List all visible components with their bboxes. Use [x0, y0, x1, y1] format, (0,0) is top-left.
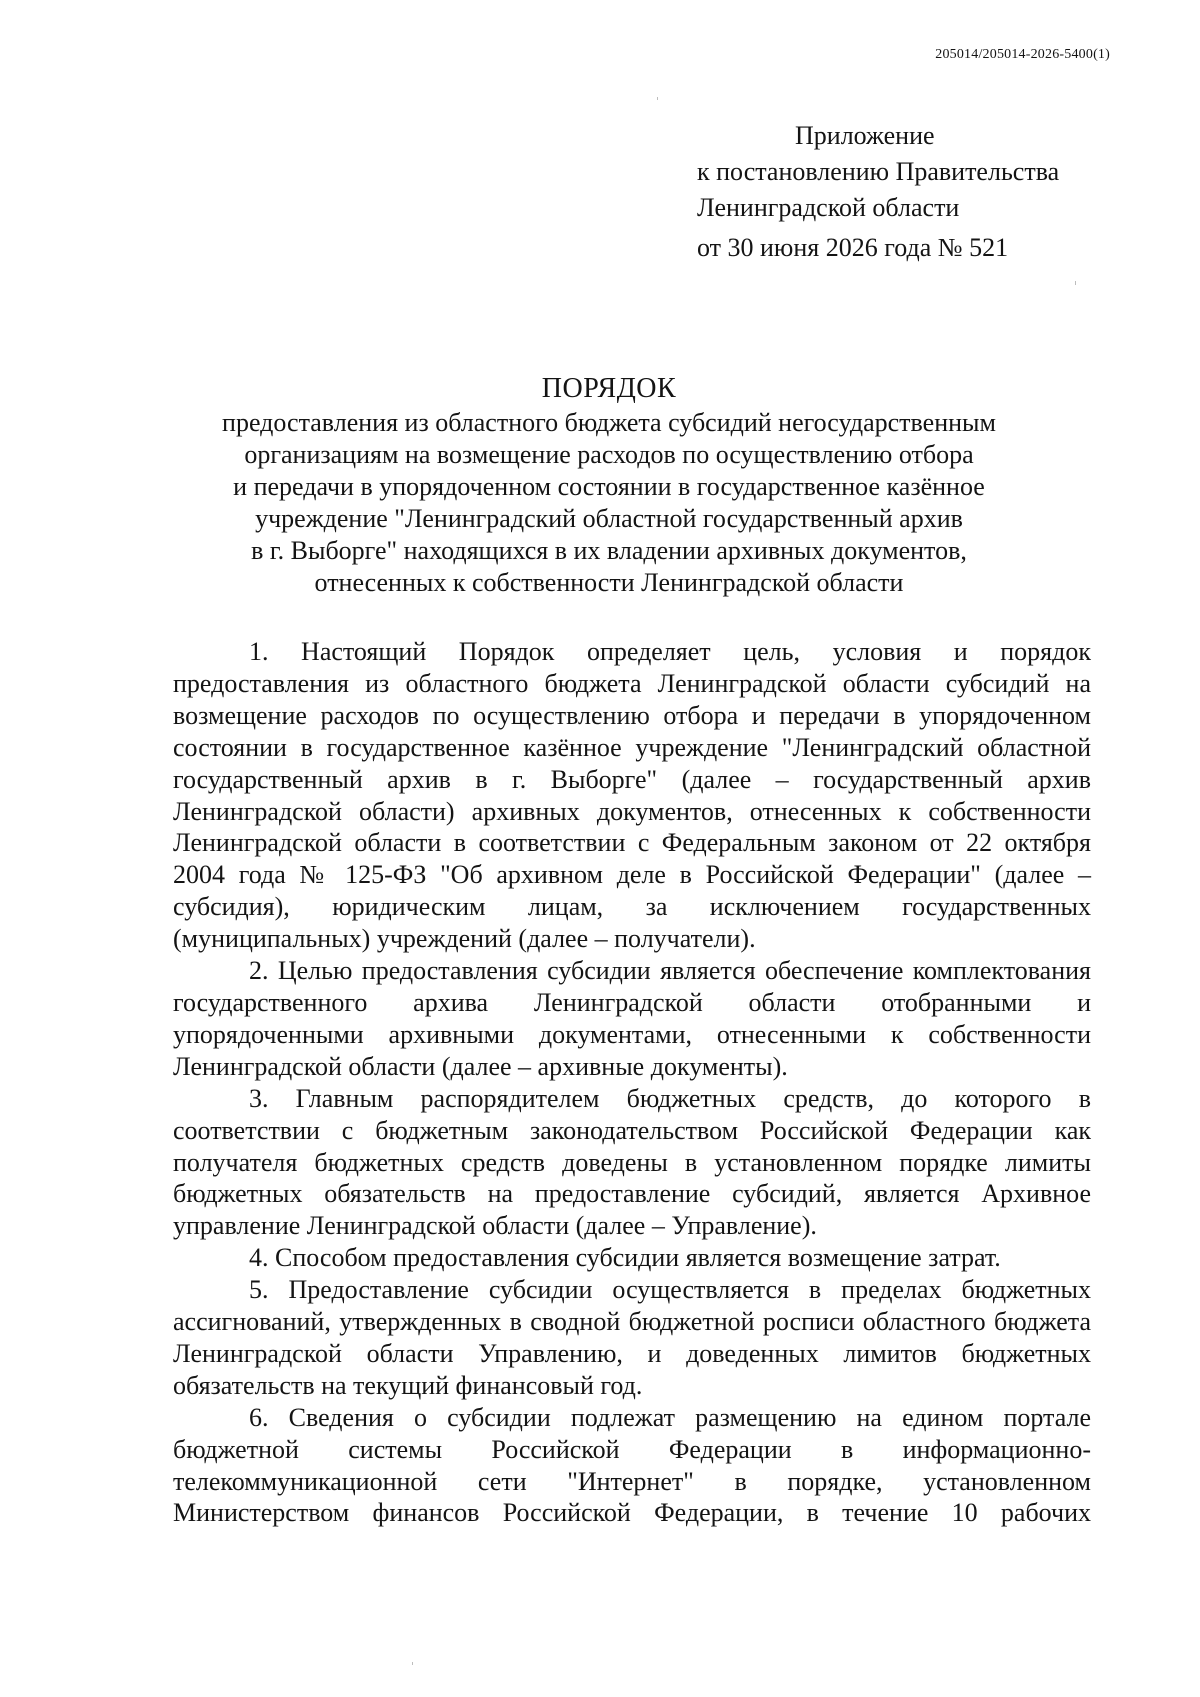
scan-artifact [657, 97, 658, 100]
title-line: предоставления из областного бюджета субсидий негосударственным [222, 408, 996, 437]
paragraph-4: 4. Способом предоставления субсидии является возмещение затрат. [249, 1243, 1001, 1273]
scan-artifact [412, 1662, 413, 1665]
title-line: отнесенных к собственности Ленинградской области [314, 568, 904, 597]
title-line: учреждение "Ленинградский областной государственный архив [255, 504, 963, 533]
appendix-date-number: от 30 июня 2026 года № 521 [697, 233, 1009, 262]
paragraph-6: 6. Сведения о субсидии подлежат размещению на едином портале бюджетной системы Российской Федерации в информационно-телекоммуникационной сети "Интернет" в порядке, установленном Министерством финансов Российской Федерации, в течение 10 рабочих [173, 1402, 1091, 1528]
paragraph-5: 5. Предоставление субсидии осуществляется в пределах бюджетных ассигнований, утвержденных в сводной бюджетной росписи областного бюджета Ленинградской области Управлению, и доведенных лимитов бюджетных обязательств на текущий финансовый год. [173, 1275, 1091, 1400]
title-line: и передачи в упорядоченном состоянии в государственное казённое [233, 472, 985, 501]
title-line: организациям на возмещение расходов по осуществлению отбора [244, 440, 974, 469]
paragraph-3: 3. Главным распорядителем бюджетных средств, до которого в соответствии с бюджетным законодательством Российской Федерации как получателя бюджетных средств доведены в установленном порядке лимиты бюджетных обязательств на предоставление субсидий, является Архивное управление Ленинградской области (далее – Управление). [173, 1083, 1091, 1241]
document-title: ПОРЯДОК [541, 373, 677, 404]
paragraph-2: 2. Целью предоставления субсидии является обеспечение комплектования государственного архива Ленинградской области отобранными и упорядоченными архивными документами, отнесенными к собственности Ленинградской области (далее – архивные документы). [173, 956, 1091, 1081]
document-title-block [160, 373, 1058, 599]
document-id: 205014/205014-2026-5400(1) [935, 47, 1110, 62]
appendix-title: Приложение [795, 121, 935, 150]
appendix-region: Ленинградской области [697, 193, 960, 222]
scan-artifact [1075, 281, 1076, 285]
document-body [173, 636, 1091, 1529]
title-line: в г. Выборге" находящихся в их владении архивных документов, [251, 536, 967, 565]
appendix-resolution: к постановлению Правительства [697, 157, 1060, 186]
appendix-block [697, 118, 1059, 266]
paragraph-1: 1. Настоящий Порядок определяет цель, условия и порядок предоставления из областного бюджета Ленинградской области субсидий на возмещение расходов по осуществлению отбора и передачи в упорядоченном состоянии в государственное казённое учреждение "Ленинградский областной государственный архив в г. Выборге" (далее – государственный архив Ленинградской области) архивных документов, отнесенных к собственности Ленинградской области в соответствии с Федеральным законом от 22 октября 2004 года № 125-ФЗ "Об архивном деле в Российской Федерации" (далее – субсидия), юридическим лицам, за исключением государственных (муниципальных) учреждений (далее – получатели). [173, 637, 1091, 954]
